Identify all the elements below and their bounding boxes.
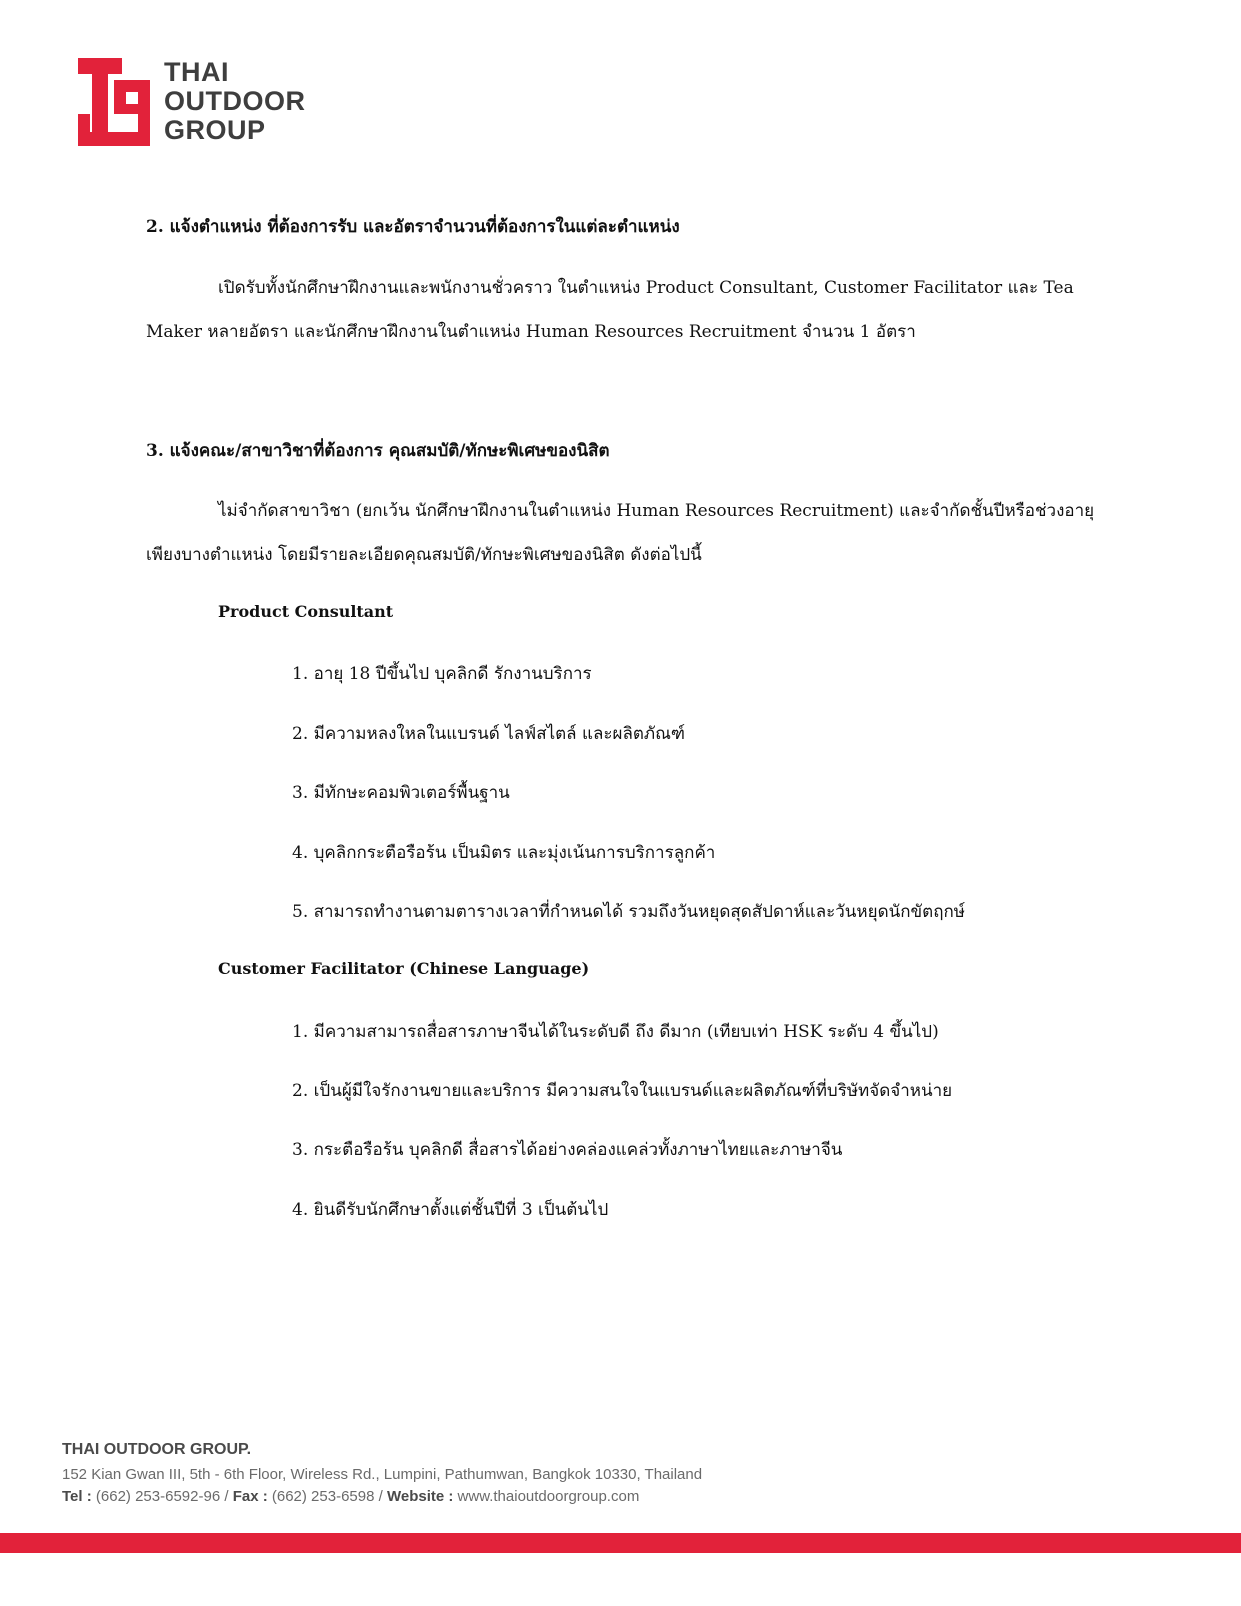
position-title-customer-facilitator: Customer Facilitator (Chinese Language) xyxy=(218,959,590,978)
footer-address: 152 Kian Gwan III, 5th - 6th Floor, Wireless Rd., Lumpini, Pathumwan, Bangkok 10330, Thailand xyxy=(62,1466,703,1483)
section-3-paragraph-line-2: เพียงบางตำแหน่ง โดยมีรายละเอียดคุณสมบัติ/ทักษะพิเศษของนิสิต ดังต่อไปนี้ xyxy=(146,545,702,565)
website-link[interactable]: www.thaioutdoorgroup.com xyxy=(457,1488,640,1505)
tel-value: (662) 253-6592-96 xyxy=(95,1488,221,1505)
logo-line-3: GROUP xyxy=(164,115,266,145)
footer-brand-bar xyxy=(0,1533,1241,1553)
tog-logo-icon xyxy=(78,58,152,146)
footer-contact-line xyxy=(62,1488,639,1505)
list-item: 4. บุคลิกกระตือรือร้น เป็นมิตร และมุ่งเน้นการบริการลูกค้า xyxy=(292,843,716,863)
separator: / xyxy=(224,1488,229,1505)
list-item: 4. ยินดีรับนักศึกษาตั้งแต่ชั้นปีที่ 3 เป็นต้นไป xyxy=(292,1200,609,1220)
section-3-paragraph-line-1: ไม่จำกัดสาขาวิชา (ยกเว้น นักศึกษาฝึกงานในตำแหน่ง Human Resources Recruitment) และจำกัดชั้นปีหรือช่วงอายุ xyxy=(218,501,1095,521)
list-item: 2. เป็นผู้มีใจรักงานขายและบริการ มีความสนใจในแบรนด์และผลิตภัณฑ์ที่บริษัทจัดจำหน่าย xyxy=(292,1081,953,1101)
logo-line-2: OUTDOOR xyxy=(164,86,306,116)
section-2-heading: 2. แจ้งตำแหน่ง ที่ต้องการรับ และอัตราจำนวนที่ต้องการในแต่ละตำแหน่ง xyxy=(146,217,680,237)
section-3-heading: 3. แจ้งคณะ/สาขาวิชาที่ต้องการ คุณสมบัติ/ทักษะพิเศษของนิสิต xyxy=(146,441,610,461)
list-item: 3. มีทักษะคอมพิวเตอร์พื้นฐาน xyxy=(292,783,510,803)
logo-line-1: THAI xyxy=(164,57,229,87)
tel-label: Tel : xyxy=(62,1488,92,1505)
fax-value: (662) 253-6598 xyxy=(271,1488,375,1505)
section-2-paragraph-line-1: เปิดรับทั้งนักศึกษาฝึกงานและพนักงานชั่วคราว ในตำแหน่ง Product Consultant, Customer Facilitator และ Tea xyxy=(218,278,1074,298)
fax-label: Fax : xyxy=(232,1488,268,1505)
list-item: 1. อายุ 18 ปีขึ้นไป บุคลิกดี รักงานบริการ xyxy=(292,664,592,684)
separator: / xyxy=(378,1488,383,1505)
list-item: 2. มีความหลงใหลในแบรนด์ ไลฟ์สไตล์ และผลิตภัณฑ์ xyxy=(292,724,686,744)
website-label: Website : xyxy=(386,1488,454,1505)
logo-wordmark xyxy=(164,58,306,145)
section-2-paragraph-line-2: Maker หลายอัตรา และนักศึกษาฝึกงานในตำแหน่ง Human Resources Recruitment จำนวน 1 อัตรา xyxy=(146,322,916,342)
company-logo xyxy=(78,58,306,148)
list-item: 5. สามารถทำงานตามตารางเวลาที่กำหนดได้ รวมถึงวันหยุดสุดสัปดาห์และวันหยุดนักขัตฤกษ์ xyxy=(292,902,965,922)
list-item: 1. มีความสามารถสื่อสารภาษาจีนได้ในระดับดี ถึง ดีมาก (เทียบเท่า HSK ระดับ 4 ขึ้นไป) xyxy=(292,1022,939,1042)
footer-company-name: THAI OUTDOOR GROUP. xyxy=(62,1441,252,1458)
position-title-product-consultant: Product Consultant xyxy=(218,602,394,621)
list-item: 3. กระตือรือร้น บุคลิกดี สื่อสารได้อย่างคล่องแคล่วทั้งภาษาไทยและภาษาจีน xyxy=(292,1140,843,1160)
